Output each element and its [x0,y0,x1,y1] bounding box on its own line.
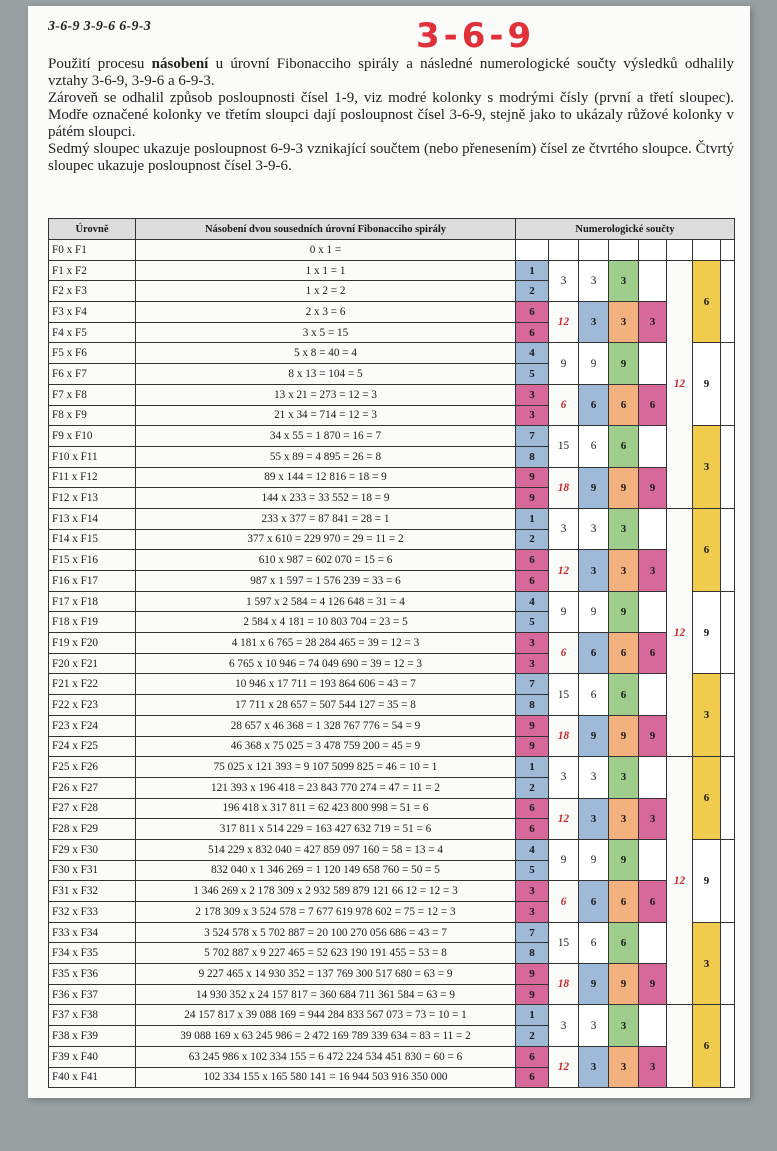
reduced-sum-cell: 6 [579,674,609,715]
pair-sum-cell: 12 [549,550,579,591]
multiplication-cell: 39 088 169 x 63 245 986 = 2 472 169 789 339 634 = 83 = 11 = 2 [136,1026,516,1047]
edge-cell [721,343,735,426]
table-row [49,1046,735,1067]
multiplication-cell: 5 x 8 = 40 = 4 [136,343,516,364]
reduced-sum-cell: 6 [579,881,609,922]
level-cell: F39 x F40 [49,1046,136,1067]
pink-cell: 6 [639,881,667,922]
digit-sum-cell: 3 [516,405,549,426]
sequence-369-cell: 9 [609,964,639,1005]
digit-sum-cell: 2 [516,1026,549,1047]
pair-sum-cell: 6 [549,633,579,674]
pair-sum-cell: 9 [549,591,579,632]
digit-sum-cell: 5 [516,860,549,881]
digit-sum-cell: 1 [516,1005,549,1026]
table-body [49,240,735,1088]
digit-sum-cell: 2 [516,777,549,798]
digit-sum-cell: 4 [516,839,549,860]
digit-sum-cell: 6 [516,302,549,323]
pink-cell [639,1005,667,1046]
sequence-heading: 3-6-9 3-9-6 6-9-3 [48,19,152,34]
multiplication-cell: 102 334 155 x 165 580 141 = 16 944 503 916 350 000 [136,1067,516,1088]
pink-cell [639,922,667,963]
reduced-sum-cell: 3 [579,302,609,343]
pink-cell [639,343,667,384]
table-row [49,426,735,447]
multiplication-cell: 0 x 1 = [136,240,516,261]
table-row [49,508,735,529]
pair-sum-cell: 3 [549,757,579,798]
level-cell: F34 x F35 [49,943,136,964]
table-row [49,633,735,654]
multiplication-cell: 1 346 269 x 2 178 309 x 2 932 589 879 121 66 12 = 12 = 3 [136,881,516,902]
level-cell: F36 x F37 [49,984,136,1005]
multiplication-cell: 5 702 887 x 9 227 465 = 52 623 190 191 455 = 53 = 8 [136,943,516,964]
digit-sum-cell: 9 [516,984,549,1005]
sequence-369-cell: 9 [609,715,639,756]
multiplication-cell: 144 x 233 = 33 552 = 18 = 9 [136,488,516,509]
multiplication-cell: 832 040 x 1 346 269 = 1 120 149 658 760 = 50 = 5 [136,860,516,881]
pair-sum-cell: 15 [549,426,579,467]
table-row [49,964,735,985]
digit-sum-cell: 8 [516,446,549,467]
digit-sum-cell: 6 [516,550,549,571]
sequence-693-cell: 6 [693,508,721,591]
pink-cell [639,260,667,301]
multiplication-cell: 55 x 89 = 4 895 = 26 = 8 [136,446,516,467]
multiplication-cell: 63 245 986 x 102 334 155 = 6 472 224 534 451 830 = 60 = 6 [136,1046,516,1067]
level-cell: F9 x F10 [49,426,136,447]
table-row [49,674,735,695]
level-cell: F25 x F26 [49,757,136,778]
level-cell: F14 x F15 [49,529,136,550]
pair-sum-cell: 18 [549,715,579,756]
table-row [49,881,735,902]
pink-cell: 3 [639,550,667,591]
fibonacci-table [48,218,735,1088]
group-sum-cell: 12 [667,508,693,756]
digit-sum-cell: 9 [516,467,549,488]
level-cell: F40 x F41 [49,1067,136,1088]
level-cell: F10 x F11 [49,446,136,467]
table-row [49,798,735,819]
header-numerology: Numerologické součty [516,219,735,240]
sequence-369-cell: 3 [609,508,639,549]
digit-sum-cell: 5 [516,612,549,633]
multiplication-cell: 46 368 x 75 025 = 3 478 759 200 = 45 = 9 [136,736,516,757]
pink-cell [639,757,667,798]
edge-cell [721,1005,735,1088]
pink-cell [639,426,667,467]
header-levels: Úrovně [49,219,136,240]
reduced-sum-cell: 3 [579,550,609,591]
digit-sum-cell: 2 [516,281,549,302]
intro-paragraph-1: Použití procesu násobení u úrovní Fibonacciho spirály a následné numerologické součty výsledků odhalily vztahy 3-6-9, 3-9-6 a 6-9-3. [48,56,734,89]
pink-cell [639,839,667,880]
digit-sum-cell: 6 [516,571,549,592]
empty-cell [579,240,609,261]
digit-sum-cell: 1 [516,260,549,281]
level-cell: F2 x F3 [49,281,136,302]
digit-sum-cell: 3 [516,384,549,405]
table-row [49,343,735,364]
multiplication-cell: 121 393 x 196 418 = 23 843 770 274 = 47 = 11 = 2 [136,777,516,798]
multiplication-cell: 89 x 144 = 12 816 = 18 = 9 [136,467,516,488]
multiplication-cell: 514 229 x 832 040 = 427 859 097 160 = 58 = 13 = 4 [136,839,516,860]
table-row [49,715,735,736]
digit-sum-cell: 4 [516,591,549,612]
pink-cell: 3 [639,302,667,343]
sequence-369-cell: 3 [609,260,639,301]
level-cell: F0 x F1 [49,240,136,261]
multiplication-cell: 317 811 x 514 229 = 163 427 632 719 = 51 = 6 [136,819,516,840]
digit-sum-cell: 7 [516,922,549,943]
table-row [49,467,735,488]
reduced-sum-cell: 3 [579,798,609,839]
pair-sum-cell: 6 [549,384,579,425]
digit-sum-cell: 3 [516,653,549,674]
pair-sum-cell: 3 [549,508,579,549]
sequence-369-cell: 3 [609,550,639,591]
level-cell: F16 x F17 [49,571,136,592]
sequence-369-cell: 6 [609,881,639,922]
edge-cell [721,922,735,1005]
digit-sum-cell: 9 [516,488,549,509]
level-cell: F13 x F14 [49,508,136,529]
sequence-369-cell: 6 [609,633,639,674]
pink-cell: 3 [639,798,667,839]
multiplication-cell: 8 x 13 = 104 = 5 [136,364,516,385]
sequence-369-cell: 9 [609,467,639,508]
pink-cell: 9 [639,467,667,508]
pair-sum-cell: 3 [549,260,579,301]
table-row [49,839,735,860]
sequence-693-cell: 9 [693,839,721,922]
reduced-sum-cell: 3 [579,757,609,798]
level-cell: F31 x F32 [49,881,136,902]
empty-cell [609,240,639,261]
reduced-sum-cell: 6 [579,426,609,467]
empty-cell [721,240,735,261]
pair-sum-cell: 12 [549,1046,579,1087]
level-cell: F1 x F2 [49,260,136,281]
empty-cell [639,240,667,261]
sequence-369-cell: 9 [609,591,639,632]
pair-sum-cell: 15 [549,922,579,963]
level-cell: F21 x F22 [49,674,136,695]
reduced-sum-cell: 3 [579,508,609,549]
pair-sum-cell: 18 [549,964,579,1005]
multiplication-cell: 4 181 x 6 765 = 28 284 465 = 39 = 12 = 3 [136,633,516,654]
level-cell: F8 x F9 [49,405,136,426]
edge-cell [721,426,735,509]
group-sum-cell: 12 [667,260,693,508]
edge-cell [721,757,735,840]
digit-sum-cell: 7 [516,674,549,695]
edge-cell [721,839,735,922]
multiplication-cell: 196 418 x 317 811 = 62 423 800 998 = 51 = 6 [136,798,516,819]
level-cell: F23 x F24 [49,715,136,736]
table-row [49,550,735,571]
edge-cell [721,674,735,757]
digit-sum-cell: 8 [516,943,549,964]
digit-sum-cell: 9 [516,736,549,757]
document-page [28,6,750,1098]
level-cell: F37 x F38 [49,1005,136,1026]
multiplication-cell: 75 025 x 121 393 = 9 107 5099 825 = 46 = 10 = 1 [136,757,516,778]
level-cell: F33 x F34 [49,922,136,943]
reduced-sum-cell: 9 [579,964,609,1005]
multiplication-cell: 13 x 21 = 273 = 12 = 3 [136,384,516,405]
sequence-693-cell: 3 [693,426,721,509]
pair-sum-cell: 12 [549,302,579,343]
pair-sum-cell: 12 [549,798,579,839]
digit-sum-cell [516,240,549,261]
level-cell: F19 x F20 [49,633,136,654]
group-sum-cell [667,1005,693,1088]
multiplication-cell: 2 x 3 = 6 [136,302,516,323]
intro-paragraph-3: Sedmý sloupec ukazuje posloupnost 6-9-3 vznikající součtem (nebo přenesením) čísel ze čtvrtého sloupce. Čtvrtý sloupec ukazuje posloupnost čísel 3-9-6. [48,141,734,174]
level-cell: F26 x F27 [49,777,136,798]
sequence-369-cell: 3 [609,757,639,798]
sequence-369-cell: 3 [609,798,639,839]
multiplication-cell: 17 711 x 28 657 = 507 544 127 = 35 = 8 [136,695,516,716]
sequence-369-cell: 6 [609,922,639,963]
sequence-369-cell: 9 [609,343,639,384]
level-cell: F15 x F16 [49,550,136,571]
table-row [49,384,735,405]
level-cell: F24 x F25 [49,736,136,757]
pink-cell: 9 [639,964,667,1005]
multiplication-cell: 1 x 1 = 1 [136,260,516,281]
sequence-693-cell: 6 [693,1005,721,1088]
digit-sum-cell: 1 [516,508,549,529]
multiplication-cell: 2 178 309 x 3 524 578 = 7 677 619 978 602 = 75 = 12 = 3 [136,902,516,923]
sequence-369-cell: 3 [609,302,639,343]
level-cell: F32 x F33 [49,902,136,923]
reduced-sum-cell: 3 [579,1005,609,1046]
multiplication-cell: 377 x 610 = 229 970 = 29 = 11 = 2 [136,529,516,550]
level-cell: F38 x F39 [49,1026,136,1047]
multiplication-cell: 6 765 x 10 946 = 74 049 690 = 39 = 12 = 3 [136,653,516,674]
table-row [49,260,735,281]
sequence-369-cell: 3 [609,1005,639,1046]
table-row [49,302,735,323]
level-cell: F7 x F8 [49,384,136,405]
level-cell: F30 x F31 [49,860,136,881]
pair-sum-cell: 9 [549,343,579,384]
pink-cell [639,508,667,549]
reduced-sum-cell: 9 [579,839,609,880]
pink-cell [639,674,667,715]
reduced-sum-cell: 9 [579,591,609,632]
digit-sum-cell: 5 [516,364,549,385]
reduced-sum-cell: 9 [579,467,609,508]
reduced-sum-cell: 6 [579,922,609,963]
digit-sum-cell: 7 [516,426,549,447]
multiplication-cell: 24 157 817 x 39 088 169 = 944 284 833 567 073 = 73 = 10 = 1 [136,1005,516,1026]
sequence-693-cell: 6 [693,757,721,840]
edge-cell [721,591,735,674]
pink-cell [639,591,667,632]
reduced-sum-cell: 9 [579,715,609,756]
table-row [49,240,735,261]
sequence-693-cell: 3 [693,674,721,757]
level-cell: F29 x F30 [49,839,136,860]
multiplication-cell: 14 930 352 x 24 157 817 = 360 684 711 361 584 = 63 = 9 [136,984,516,1005]
table-row [49,757,735,778]
digit-sum-cell: 3 [516,881,549,902]
sequence-369-cell: 3 [609,1046,639,1087]
digit-sum-cell: 1 [516,757,549,778]
level-cell: F27 x F28 [49,798,136,819]
multiplication-cell: 3 x 5 = 15 [136,322,516,343]
edge-cell [721,508,735,591]
pink-cell: 6 [639,633,667,674]
empty-cell [693,240,721,261]
multiplication-cell: 610 x 987 = 602 070 = 15 = 6 [136,550,516,571]
multiplication-cell: 1 597 x 2 584 = 4 126 648 = 31 = 4 [136,591,516,612]
sequence-369-cell: 6 [609,426,639,467]
digit-sum-cell: 6 [516,798,549,819]
table-header-row [49,219,735,240]
digit-sum-cell: 2 [516,529,549,550]
multiplication-cell: 34 x 55 = 1 870 = 16 = 7 [136,426,516,447]
digit-sum-cell: 6 [516,1067,549,1088]
sequence-693-cell: 3 [693,922,721,1005]
sequence-369-cell: 9 [609,839,639,880]
sequence-693-cell: 9 [693,591,721,674]
multiplication-cell: 233 x 377 = 87 841 = 28 = 1 [136,508,516,529]
handwritten-title: 3-6-9 [416,16,536,56]
pink-cell: 3 [639,1046,667,1087]
level-cell: F17 x F18 [49,591,136,612]
table-row [49,1005,735,1026]
level-cell: F12 x F13 [49,488,136,509]
multiplication-cell: 3 524 578 x 5 702 887 = 20 100 270 056 686 = 43 = 7 [136,922,516,943]
edge-cell [721,260,735,343]
level-cell: F11 x F12 [49,467,136,488]
pink-cell: 9 [639,715,667,756]
level-cell: F3 x F4 [49,302,136,323]
reduced-sum-cell: 9 [579,343,609,384]
table-row [49,591,735,612]
level-cell: F5 x F6 [49,343,136,364]
table-row [49,922,735,943]
sequence-369-cell: 6 [609,674,639,715]
pair-sum-cell: 15 [549,674,579,715]
level-cell: F35 x F36 [49,964,136,985]
sequence-693-cell: 9 [693,343,721,426]
multiplication-cell: 10 946 x 17 711 = 193 864 606 = 43 = 7 [136,674,516,695]
intro-text [48,56,734,175]
multiplication-cell: 1 x 2 = 2 [136,281,516,302]
multiplication-cell: 2 584 x 4 181 = 10 803 704 = 23 = 5 [136,612,516,633]
reduced-sum-cell: 6 [579,633,609,674]
multiplication-cell: 28 657 x 46 368 = 1 328 767 776 = 54 = 9 [136,715,516,736]
level-cell: F18 x F19 [49,612,136,633]
level-cell: F4 x F5 [49,322,136,343]
level-cell: F22 x F23 [49,695,136,716]
multiplication-cell: 9 227 465 x 14 930 352 = 137 769 300 517 680 = 63 = 9 [136,964,516,985]
reduced-sum-cell: 6 [579,384,609,425]
header-multiplication: Násobení dvou sousedních úrovní Fibonacciho spirály [136,219,516,240]
level-cell: F6 x F7 [49,364,136,385]
intro-paragraph-2: Zároveň se odhalil způsob posloupnosti čísel 1-9, viz modré kolonky s modrými čísly (první a třetí sloupec). Modře označené kolonky ve třetím sloupci dají posloupnost čísel 3-6-9, stejně jako to ukázaly růžové kolonky v pátém sloupci. [48,90,734,140]
digit-sum-cell: 3 [516,902,549,923]
level-cell: F20 x F21 [49,653,136,674]
digit-sum-cell: 6 [516,322,549,343]
empty-cell [549,240,579,261]
pair-sum-cell: 9 [549,839,579,880]
reduced-sum-cell: 3 [579,1046,609,1087]
digit-sum-cell: 8 [516,695,549,716]
pink-cell: 6 [639,384,667,425]
reduced-sum-cell: 3 [579,260,609,301]
multiplication-cell: 21 x 34 = 714 = 12 = 3 [136,405,516,426]
group-sum-cell: 12 [667,757,693,1005]
digit-sum-cell: 6 [516,1046,549,1067]
pair-sum-cell: 6 [549,881,579,922]
pair-sum-cell: 18 [549,467,579,508]
sequence-693-cell: 6 [693,260,721,343]
digit-sum-cell: 9 [516,715,549,736]
sequence-369-cell: 6 [609,384,639,425]
digit-sum-cell: 3 [516,633,549,654]
digit-sum-cell: 9 [516,964,549,985]
digit-sum-cell: 4 [516,343,549,364]
digit-sum-cell: 6 [516,819,549,840]
empty-cell [667,240,693,261]
level-cell: F28 x F29 [49,819,136,840]
pair-sum-cell: 3 [549,1005,579,1046]
multiplication-cell: 987 x 1 597 = 1 576 239 = 33 = 6 [136,571,516,592]
